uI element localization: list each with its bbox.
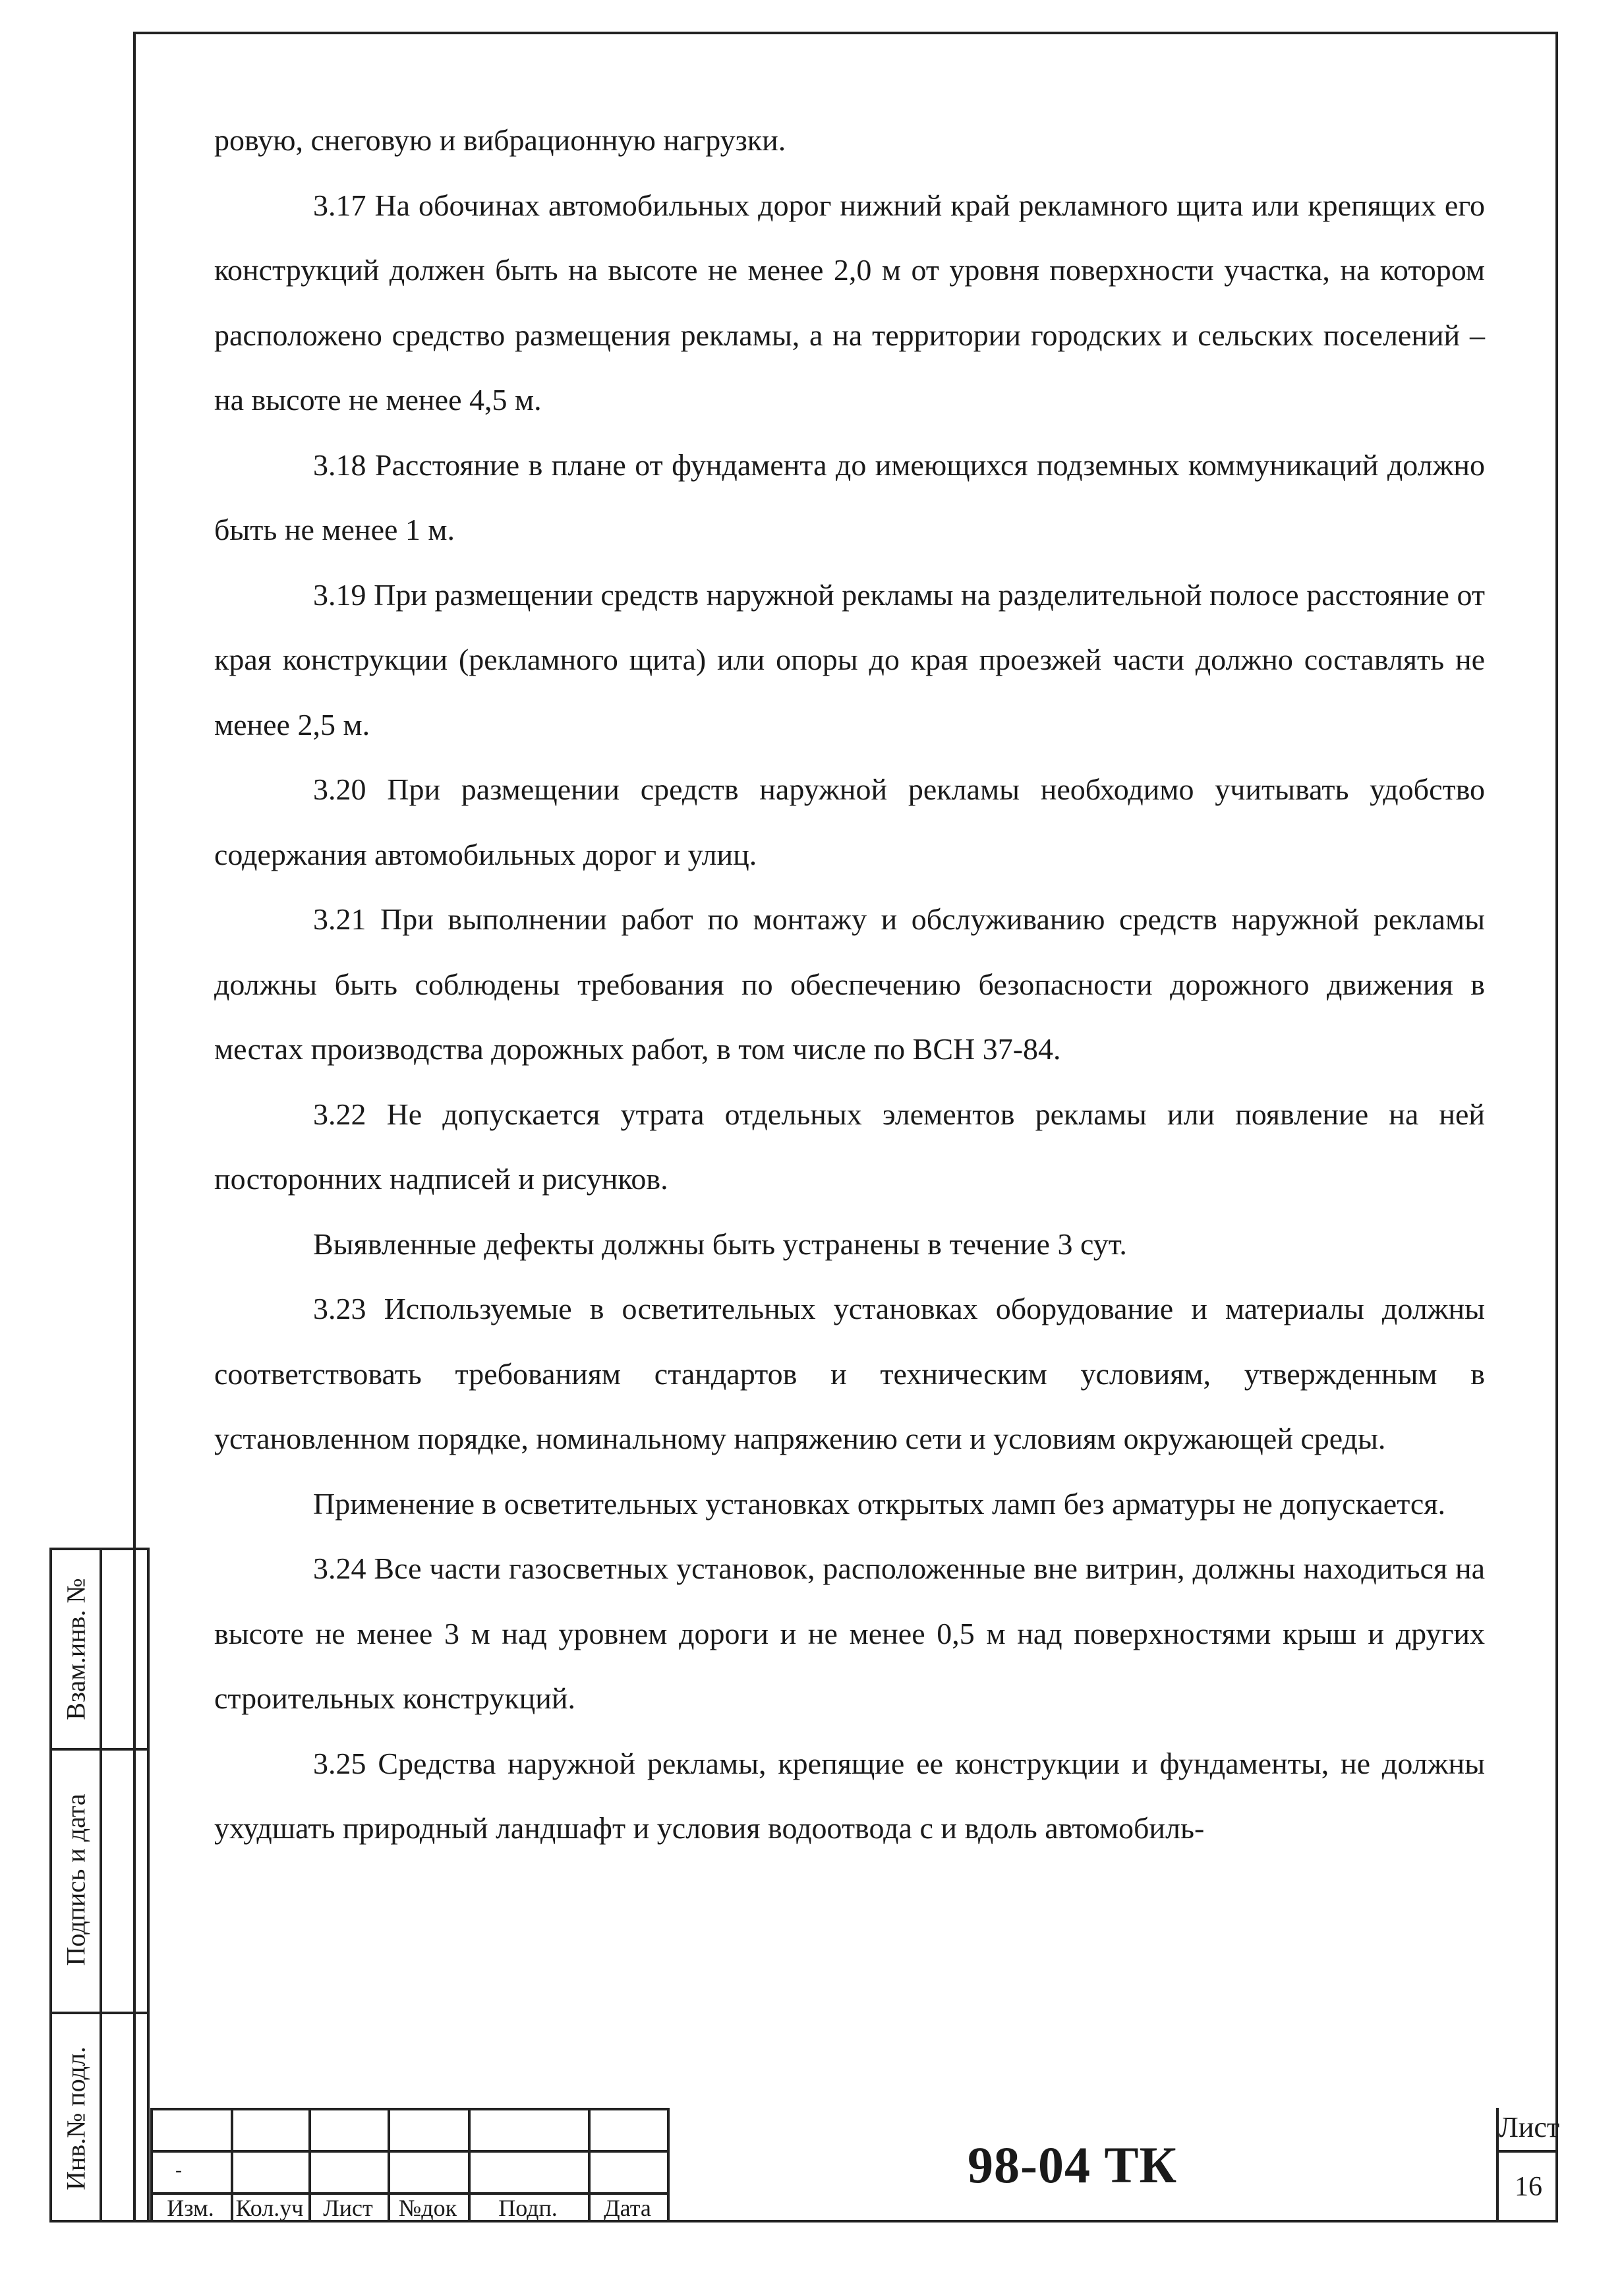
title-block bbox=[150, 2108, 1558, 2222]
replaced-inventory-label: Взам.инв. № bbox=[61, 1578, 91, 1720]
paragraph: 3.22 Не допускается утрата отдельных элементов рекламы или появление на ней посторонних надписей и рисунков. bbox=[214, 1097, 1485, 1196]
paragraph: Применение в осветительных установках открытых ламп без арматуры не допускается. bbox=[313, 1486, 1445, 1521]
paragraph: 3.18 Расстояние в плане от фундамента до имеющихся подземных коммуникаций должно быть не менее 1 м. bbox=[214, 448, 1485, 546]
paragraph: Выявленные дефекты должны быть устранены в течение 3 сут. bbox=[313, 1227, 1127, 1261]
original-inventory-label: Инв.№ подл. bbox=[61, 2047, 91, 2190]
side-stamp-divider bbox=[52, 2012, 147, 2014]
column-sheet-label: Лист bbox=[323, 2195, 373, 2221]
paragraph: 3.17 На обочинах автомобильных дорог нижний край рекламного щита или крепящих его конструкций должен быть на высоте не менее 2,0 м от уровня поверхности участка, на котором расположено средство размещения рекламы, а на территории городских и сельских поселений – на высоте не менее 4,5 м. bbox=[214, 188, 1485, 417]
paragraph: 3.21 При выполнении работ по монтажу и обслуживанию средств наружной рекламы должны быть соблюдены требования по обеспечению безопасности дорожного движения в местах производства дорожных работ, в том числе по ВСН 37-84. bbox=[214, 902, 1485, 1066]
paragraph: 3.20 При размещении средств наружной рекламы необходимо учитывать удобство содержания автомобильных дорог и улиц. bbox=[214, 772, 1485, 871]
paragraph: 3.25 Средства наружной рекламы, крепящие ее конструкции и фундаменты, не должны ухудшать природный ландшафт и условия водоотвода с и вдоль автомобиль- bbox=[214, 1746, 1485, 1845]
side-stamp bbox=[49, 1548, 150, 2222]
title-block-rule bbox=[1496, 2150, 1558, 2153]
sheet-label: Лист bbox=[1499, 2111, 1560, 2143]
sheet-number: 16 bbox=[1515, 2172, 1542, 2202]
paragraph: 3.23 Используемые в осветительных установках оборудование и материалы должны соответствовать требованиям стандартов и техническим условиям, утвержденным в установленном порядке, номинальному напряжению сети и условиям окружающей среды. bbox=[214, 1292, 1485, 1455]
side-stamp-divider bbox=[52, 1748, 147, 1751]
paragraph: 3.24 Все части газосветных установок, расположенные вне витрин, должны находиться на высоте не менее 3 м над уровнем дороги и не менее 0,5 м над поверхностями крыш и других строительных конструкций. bbox=[214, 1552, 1485, 1715]
signature-date-label: Подпись и дата bbox=[61, 1793, 91, 1966]
paragraph: ровую, снеговую и вибрационную нагрузки. bbox=[214, 123, 786, 157]
column-count-label: Кол.уч bbox=[235, 2195, 304, 2221]
column-change-label: Изм. bbox=[167, 2195, 214, 2221]
column-date-label: Дата bbox=[604, 2195, 651, 2221]
column-docnum-label: №док bbox=[398, 2195, 457, 2221]
revision-mark: - bbox=[175, 2159, 182, 2181]
document-code: 98-04 ТК bbox=[967, 2136, 1178, 2193]
document-body bbox=[214, 108, 1485, 1861]
column-signature-label: Подп. bbox=[498, 2195, 558, 2221]
paragraph: 3.19 При размещении средств наружной рекламы на разделительной полосе расстояние от края конструкции (рекламного щита) или опоры до края проезжей части должно составлять не менее 2,5 м. bbox=[214, 577, 1485, 741]
